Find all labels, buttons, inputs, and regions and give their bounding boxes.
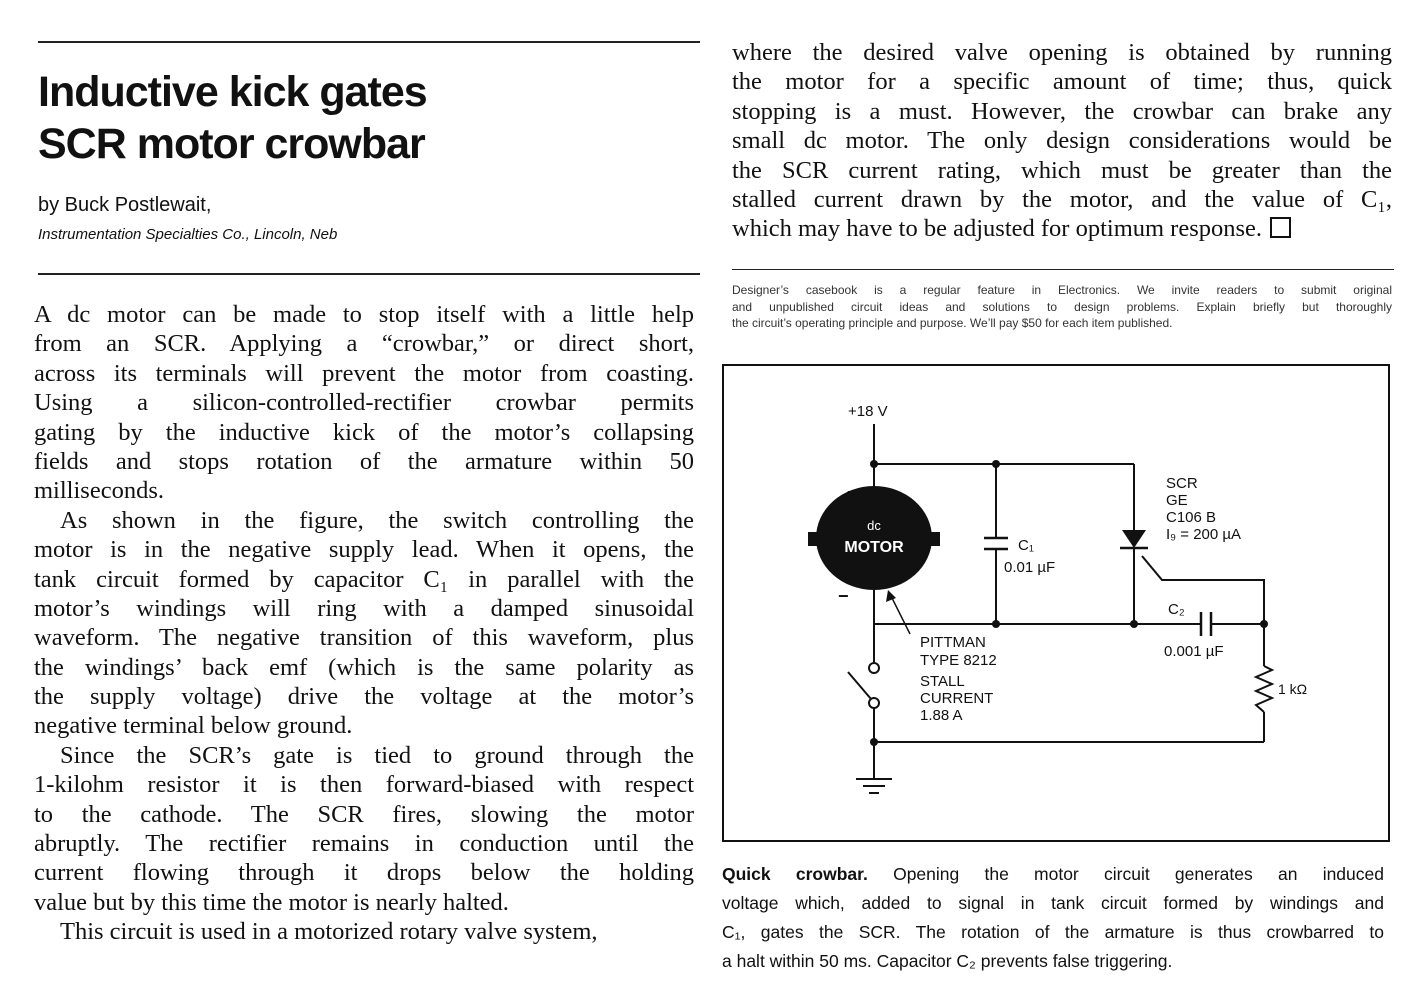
text-line: the SCR current rating, which must be greater than the (732, 156, 1392, 184)
title-line: SCR motor crowbar (38, 120, 425, 168)
text-line: Using a silicon-controlled-rectifier crowbar permits (34, 389, 694, 417)
text-line: small dc motor. The only design considerations would be (732, 127, 1392, 155)
affiliation: Instrumentation Specialties Co., Lincoln, Neb (38, 226, 338, 243)
text-line: stopping is a must. However, the crowbar can brake any (732, 97, 1392, 125)
text-line: current flowing through it drops below the holding (34, 859, 694, 887)
schematic-wires (874, 424, 1264, 778)
top-rule-left (38, 41, 700, 43)
scr-symbol (1120, 530, 1148, 548)
caption-line: C₁, gates the SCR. The rotation of the armature is thus crowbarred to (722, 922, 1384, 942)
motor-label-dc: dc (867, 518, 881, 533)
c2-capacitor (1201, 612, 1211, 636)
notice-line: the circuit’s operating principle and purpose. We’ll pay $50 for each item published. (732, 316, 1173, 330)
title-line: Inductive kick gates (38, 68, 427, 116)
figure-caption (722, 860, 1384, 976)
caption-text: Opening the motor circuit generates an induced (893, 864, 1384, 884)
motor-label: MOTOR (844, 539, 904, 556)
body-column-2 (732, 38, 1392, 244)
caption-line: a halt within 50 ms. Capacitor C₂ prevents false triggering. (722, 951, 1173, 971)
c1-capacitor (984, 538, 1008, 549)
stall-current-value: 1.88 A (920, 707, 963, 724)
current-label: CURRENT (920, 690, 994, 707)
notice-line: Designer’s casebook is a regular feature in Electronics. We invite readers to submit original (732, 283, 1392, 297)
byline: by Buck Postlewait, (38, 194, 212, 216)
resistor-symbol (1256, 666, 1272, 712)
ground-icon (856, 779, 892, 793)
text-line: milliseconds. (34, 477, 164, 505)
text-line: the windings’ back emf (which is the same polarity as (34, 653, 694, 681)
motor-minus-sign: − (838, 586, 849, 606)
text-line: the motor for a specific amount of time; thus, quick (732, 68, 1392, 96)
caption-title: Quick crowbar. (722, 864, 868, 884)
motor-plus-sign: + (844, 487, 854, 504)
text-line: from an SCR. Applying a “crowbar,” or direct short, (34, 330, 694, 358)
text-line: A dc motor can be made to stop itself with a little help (34, 301, 694, 328)
circuit-schematic (724, 366, 1388, 840)
c2-label: C₂ (1168, 601, 1185, 618)
dc-motor (808, 486, 940, 590)
text-line: stalled current drawn by the motor, and the value of C₁, (732, 185, 1392, 213)
text-line: waveform. The negative transition of this waveform, plus (34, 624, 694, 652)
pittman-label: PITTMAN (920, 634, 986, 651)
notice-top-rule (732, 269, 1394, 270)
text-line: value but by this time the motor is nearly halted. (34, 888, 509, 916)
notice-line: and unpublished circuit ideas and solutions to design problems. Explain briefly but thoroughly (732, 299, 1392, 314)
c1-label: C₁ (1018, 537, 1034, 554)
scr-part: C106 B (1166, 509, 1217, 526)
text-line: motor is in the negative supply lead. When it opens, the (34, 536, 694, 564)
stall-label: STALL (920, 673, 965, 690)
supply-label: +18 V (848, 403, 888, 420)
text-line: gating by the inductive kick of the motor’s collapsing (34, 418, 694, 446)
text-line: abruptly. The rectifier remains in conduction until the (34, 830, 694, 858)
text-line: As shown in the figure, the switch controlling the (60, 506, 694, 534)
scr-gate-current: I₉ = 200 µA (1166, 526, 1242, 543)
text-line: across its terminals will prevent the motor from coasting. (34, 359, 694, 387)
header-bottom-rule (38, 273, 700, 275)
text-line-final (732, 214, 1392, 243)
text-line: motor’s windings will ring with a damped sinusoidal (34, 594, 694, 622)
text-line: negative terminal below ground. (34, 712, 353, 740)
scr-label: SCR (1166, 475, 1198, 492)
casebook-notice (732, 282, 1392, 332)
text-line: which may have to be adjusted for optimum response. (732, 215, 1263, 243)
body-column-1 (34, 300, 694, 947)
text-line: fields and stops rotation of the armature within 50 (34, 447, 694, 475)
article-title (38, 66, 678, 170)
end-of-article-icon (1270, 217, 1291, 238)
text-line: This circuit is used in a motorized rotary valve system, (60, 918, 598, 946)
resistor-label: 1 kΩ (1278, 681, 1308, 697)
c1-value: 0.01 µF (1004, 559, 1056, 576)
text-line: tank circuit formed by capacitor C₁ in parallel with the (34, 565, 694, 593)
text-line: where the desired valve opening is obtained by running (732, 39, 1392, 66)
motor-switch (848, 663, 879, 708)
scr-maker: GE (1166, 492, 1188, 509)
text-line: Since the SCR’s gate is tied to ground through the (60, 741, 694, 769)
text-line: to the cathode. The SCR fires, slowing the motor (34, 800, 694, 828)
caption-line (722, 860, 1384, 889)
circuit-figure (722, 364, 1390, 842)
caption-line: voltage which, added to signal in tank circuit formed by windings and (722, 893, 1384, 913)
text-line: the supply voltage) drive the voltage at the motor’s (34, 683, 694, 711)
text-line: 1-kilohm resistor it is then forward-biased with respect (34, 771, 694, 799)
pittman-pointer-arrow (886, 590, 910, 634)
c2-value: 0.001 µF (1164, 643, 1224, 660)
pittman-type: TYPE 8212 (920, 652, 997, 669)
